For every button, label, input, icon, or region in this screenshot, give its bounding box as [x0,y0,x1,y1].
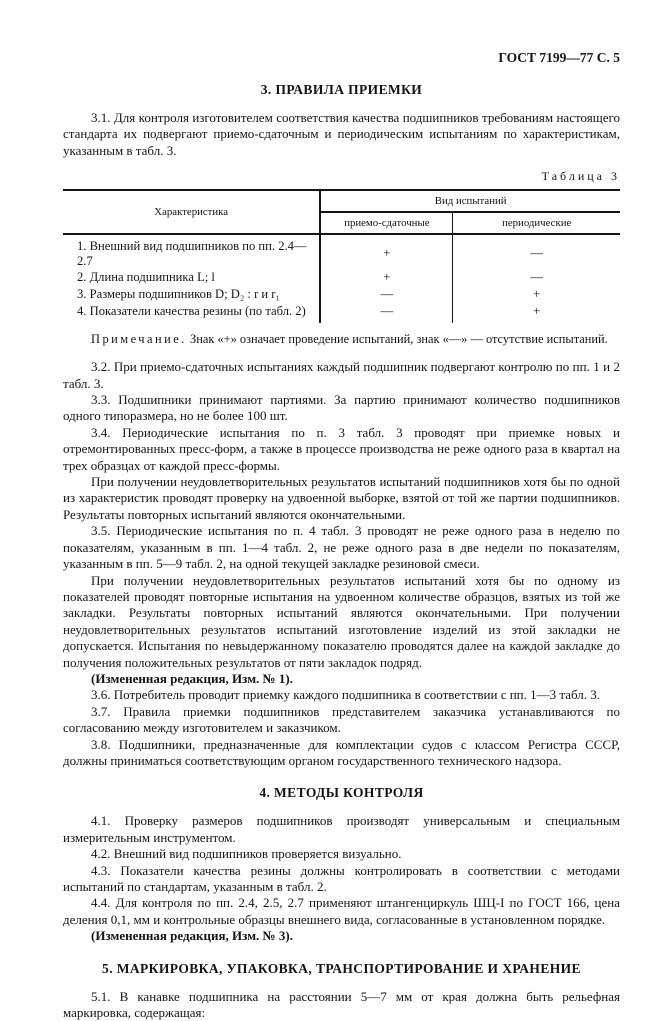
paragraph-5-1: 5.1. В канавке подшипника на расстоянии 5—7 мм от края должна быть рельефная маркировка, содержащая: [63,988,620,1021]
paragraph-4-1: 4.1. Проверку размеров подшипников производят универсальным и специальным измерительным инструментом. [63,813,620,845]
paragraph-4-3: 4.3. Показатели качества резины должны контролировать в соответствии с методами испытаний по стандартам, указанным в табл. 2. [63,862,620,894]
row-periodic-value: + [533,287,541,302]
paragraph-3-4-continued: При получении неудовлетворительных результатов испытаний подшипников хотя бы по одной из характеристик проводят проверку на удвоенной выборке, взятой от той же партии подшипников. Результаты повторных испытаний являются окончательными. [63,474,620,522]
paragraph-3-5-continued: При получении неудовлетворительных результатов испытаний хотя бы по одному из показателей проводят повторные испытания на удвоенном количестве образцов, взятых из той же закладки. Результаты повторных испытаний являются окончательными. При получении неудовлетворительных результатов испытаний изготовление изделий из этой закладки не допускается. Испытания по невыдержанному показателю проводятся далее на каждой закладке до получения положительных результатов от пяти закладок подряд. [63,572,620,670]
note-label: Примечание. [91,332,187,347]
page-content [63,50,620,1021]
page-header: ГОСТ 7199—77 С. 5 [498,50,620,65]
row-periodic-value: — [530,270,543,285]
table-row [63,286,620,303]
row-label: 1. Внешний вид подшипников по пп. 2.4—2.7 [63,234,320,269]
row-acceptance-value: — [320,286,453,303]
paragraph-3-4: 3.4. Периодические испытания по п. 3 табл. 3 проводят при приемке новых и отремонтированных пресс-форм, а также в процессе производства не реже одного раза в квартал на трех образцах от каждой пресс-формы. [63,424,620,473]
table-row [63,269,620,286]
amendment-note-3: (Измененная редакция, Изм. № 3). [91,928,293,944]
paragraph-3-8: 3.8. Подшипники, предназначенные для комплектации судов с классом Регистра СССР, должны приниматься соответствующим органом государственного технического надзора. [63,736,620,768]
table-3-note [63,332,620,347]
table-header-row-1 [63,190,620,212]
paragraph-4-2: 4.2. Внешний вид подшипников проверяется визуально. [91,846,402,862]
row-label: 4. Показатели качества резины (по табл. 2) [63,303,320,323]
table-row [63,303,620,323]
table-3-label: Таблица 3 [541,169,620,184]
column-header-periodic: периодические [453,212,620,234]
section-4-heading: 4. МЕТОДЫ КОНТРОЛЯ [259,785,424,801]
paragraph-3-2: 3.2. При приемо-сдаточных испытаниях каждый подшипник подвергают контролю по пп. 1 и 2 табл. 3. [63,359,620,391]
amendment-note-1: (Измененная редакция, Изм. № 1). [91,670,293,686]
row-periodic-value: — [530,246,543,261]
table-3 [63,189,620,323]
row-label: 2. Длина подшипника L; l [63,269,320,286]
row-periodic-value: + [533,304,541,319]
paragraph-3-6: 3.6. Потребитель проводит приемку каждого подшипника в соответствии с пп. 1—3 табл. 3. [91,687,601,703]
column-group-header-test-types: Вид испытаний [320,190,620,212]
paragraph-3-5: 3.5. Периодические испытания по п. 4 табл. 3 проводят не реже одного раза в неделю по показателям, указанным в пп. 1—4 табл. 2, не реже одного раза в две недели по показателям, указанным в пп. 5—9 табл. 2, на одной текущей закладке резиновой смеси. [63,523,620,572]
row-label: 3. Размеры подшипников D; D₂ : r и r₁ [63,286,320,303]
section-3-heading: 3. ПРАВИЛА ПРИЕМКИ [260,82,423,97]
column-header-characteristic: Характеристика [63,190,320,234]
row-acceptance-value: — [320,303,453,323]
row-acceptance-value: + [320,234,453,269]
paragraph-3-3: 3.3. Подшипники принимают партиями. За партию принимают количество подшипников одного типоразмера, но не более 100 шт. [63,392,620,424]
paragraph-4-4: 4.4. Для контроля по пп. 2.4, 2.5, 2.7 применяют штангенциркуль ШЦ-I по ГОСТ 166, цена деления 0,1, мм и контрольные образцы внешнего вида, согласованные в установленном порядке. [63,895,620,927]
paragraph-3-1: 3.1. Для контроля изготовителем соответствия качества подшипников требованиям настоящего стандарта их подвергают приемо-сдаточным и периодическим испытаниям по характеристикам, указанным в табл. 3. [63,110,620,158]
note-text: Знак «+» означает проведение испытаний, знак «—» — отсутствие испытаний. [186,332,608,347]
section-5-heading: 5. МАРКИРОВКА, УПАКОВКА, ТРАНСПОРТИРОВАНИЕ И ХРАНЕНИЕ [102,960,581,976]
paragraph-3-7: 3.7. Правила приемки подшипников представителем заказчика устанавливаются по согласованию между изготовителем и заказчиком. [63,703,620,736]
column-header-acceptance: приемо-сдаточные [320,212,453,234]
table-row [63,234,620,269]
row-acceptance-value: + [320,269,453,286]
